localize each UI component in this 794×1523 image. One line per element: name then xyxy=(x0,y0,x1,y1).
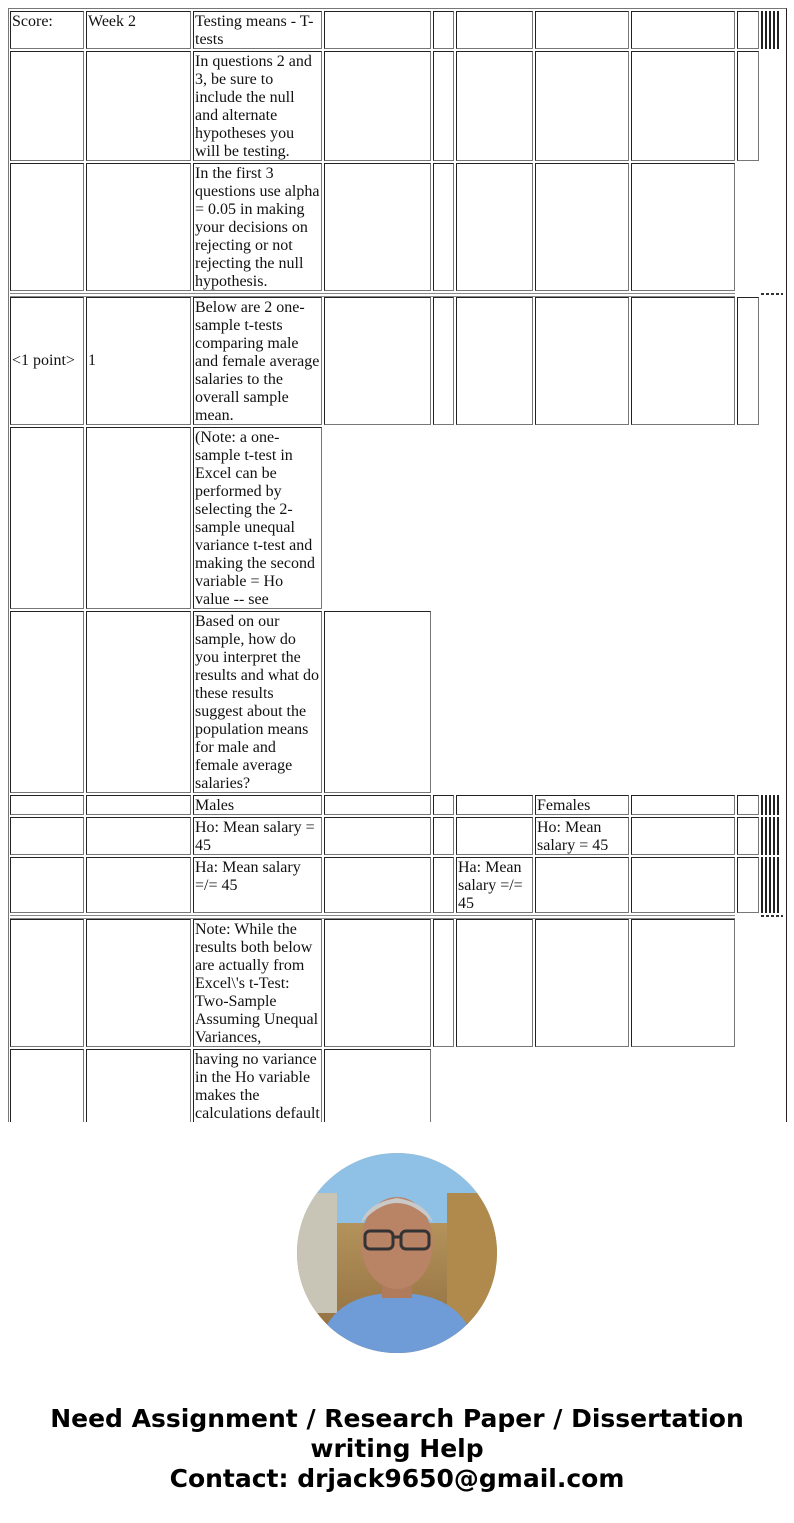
table-cell[interactable] xyxy=(737,297,759,425)
table-cell[interactable] xyxy=(535,11,629,49)
table-cell[interactable] xyxy=(737,11,759,49)
promo-line-1: Need Assignment / Research Paper / Dissertation xyxy=(50,1404,744,1433)
table-cell[interactable] xyxy=(10,1049,84,1122)
table-cell[interactable]: Score: xyxy=(10,11,84,49)
table-cell[interactable] xyxy=(324,611,431,793)
table-cell[interactable] xyxy=(535,857,629,913)
column-resize-handles xyxy=(761,795,779,815)
table-cell[interactable]: In questions 2 and 3, be sure to include the null and alternate hypotheses you will be testing. xyxy=(193,51,322,161)
table-cell[interactable]: having no variance in the Ho variable makes the calculations default xyxy=(193,1049,322,1122)
table-cell[interactable] xyxy=(631,297,735,425)
table-cell[interactable] xyxy=(86,919,191,1047)
table-cell[interactable] xyxy=(86,51,191,161)
table-cell[interactable]: Ho: Mean salary = 45 xyxy=(535,817,629,855)
table-cell[interactable] xyxy=(631,11,735,49)
table-cell[interactable] xyxy=(456,11,533,49)
column-resize-handles xyxy=(761,11,779,49)
table-cell[interactable]: Females xyxy=(535,795,629,815)
table-cell[interactable] xyxy=(737,817,759,855)
table-cell[interactable] xyxy=(324,297,431,425)
promo-contact: Contact: drjack9650@gmail.com xyxy=(169,1464,625,1493)
table-cell[interactable]: (Note: a one-sample t-test in Excel can be performed by selecting the 2-sample unequal variance t-test and making the second variable = Ho value -- see xyxy=(193,427,322,609)
table-cell[interactable] xyxy=(631,795,735,815)
column-resize-handles xyxy=(761,857,779,913)
table-cell[interactable] xyxy=(10,163,84,291)
table-cell[interactable] xyxy=(433,919,454,1047)
table-cell[interactable] xyxy=(535,297,629,425)
table-cell[interactable] xyxy=(86,1049,191,1122)
table-cell[interactable] xyxy=(10,919,84,1047)
person-photo-icon xyxy=(297,1153,497,1353)
table-cell[interactable] xyxy=(324,1049,431,1122)
row-separator xyxy=(10,293,735,297)
table-cell[interactable] xyxy=(324,857,431,913)
author-photo xyxy=(297,1153,497,1353)
table-cell[interactable] xyxy=(433,817,454,855)
table-cell[interactable] xyxy=(433,11,454,49)
table-cell[interactable] xyxy=(456,795,533,815)
dotted-divider xyxy=(761,915,783,917)
table-cell[interactable] xyxy=(631,857,735,913)
table-cell[interactable] xyxy=(456,297,533,425)
table-cell[interactable] xyxy=(10,611,84,793)
table-cell[interactable]: Ha: Mean salary =/= 45 xyxy=(456,857,533,913)
table-cell[interactable] xyxy=(433,297,454,425)
table-cell[interactable]: Ha: Mean salary =/= 45 xyxy=(193,857,322,913)
table-cell[interactable]: Males xyxy=(193,795,322,815)
table-cell[interactable] xyxy=(86,857,191,913)
table-cell[interactable]: Testing means - T-tests xyxy=(193,11,322,49)
table-cell[interactable]: Week 2 xyxy=(86,11,191,49)
table-cell[interactable] xyxy=(10,51,84,161)
table-cell[interactable] xyxy=(324,163,431,291)
table-cell[interactable] xyxy=(86,611,191,793)
table-cell[interactable] xyxy=(456,919,533,1047)
table-cell[interactable] xyxy=(433,163,454,291)
table-cell[interactable]: 1 xyxy=(86,297,191,425)
table-cell[interactable] xyxy=(535,163,629,291)
table-cell[interactable] xyxy=(324,817,431,855)
table-cell[interactable]: In the first 3 questions use alpha = 0.05 in making your decisions on rejecting or not rejecting the null hypothesis. xyxy=(193,163,322,291)
table-cell[interactable]: Below are 2 one-sample t-tests comparing male and female average salaries to the overall sample mean. xyxy=(193,297,322,425)
promo-line-2: writing Help xyxy=(310,1434,484,1463)
table-cell[interactable] xyxy=(631,919,735,1047)
table-cell[interactable] xyxy=(324,51,431,161)
table-cell[interactable] xyxy=(10,817,84,855)
table-cell[interactable] xyxy=(324,11,431,49)
table-cell[interactable] xyxy=(631,817,735,855)
table-cell[interactable] xyxy=(10,857,84,913)
table-cell[interactable]: <1 point> xyxy=(10,297,84,425)
table-cell[interactable] xyxy=(737,51,759,161)
table-cell[interactable] xyxy=(535,919,629,1047)
table-cell[interactable] xyxy=(737,795,759,815)
table-cell[interactable] xyxy=(433,857,454,913)
table-cell[interactable] xyxy=(324,795,431,815)
dotted-divider xyxy=(761,293,783,295)
column-resize-handles xyxy=(761,817,779,855)
table-cell[interactable]: Note: While the results both below are actually from Excel\'s t-Test: Two-Sample Assuming Unequal Variances, xyxy=(193,919,322,1047)
table-cell[interactable] xyxy=(456,817,533,855)
table-cell[interactable] xyxy=(433,795,454,815)
row-separator xyxy=(10,915,735,919)
table-cell[interactable] xyxy=(10,427,84,609)
table-cell[interactable]: Based on our sample, how do you interpret the results and what do these results suggest about the population means for male and female average salaries? xyxy=(193,611,322,793)
table-cell[interactable] xyxy=(86,817,191,855)
table-cell[interactable] xyxy=(535,51,629,161)
table-cell[interactable]: Ho: Mean salary = 45 xyxy=(193,817,322,855)
table-cell[interactable] xyxy=(456,51,533,161)
table-cell[interactable] xyxy=(456,163,533,291)
table-cell[interactable] xyxy=(324,919,431,1047)
table-cell[interactable] xyxy=(631,51,735,161)
table-cell[interactable] xyxy=(86,163,191,291)
table-cell[interactable] xyxy=(433,51,454,161)
table-cell[interactable] xyxy=(10,795,84,815)
table-cell[interactable] xyxy=(86,427,191,609)
table-cell[interactable] xyxy=(86,795,191,815)
table-cell[interactable] xyxy=(737,857,759,913)
table-cell[interactable] xyxy=(631,163,735,291)
